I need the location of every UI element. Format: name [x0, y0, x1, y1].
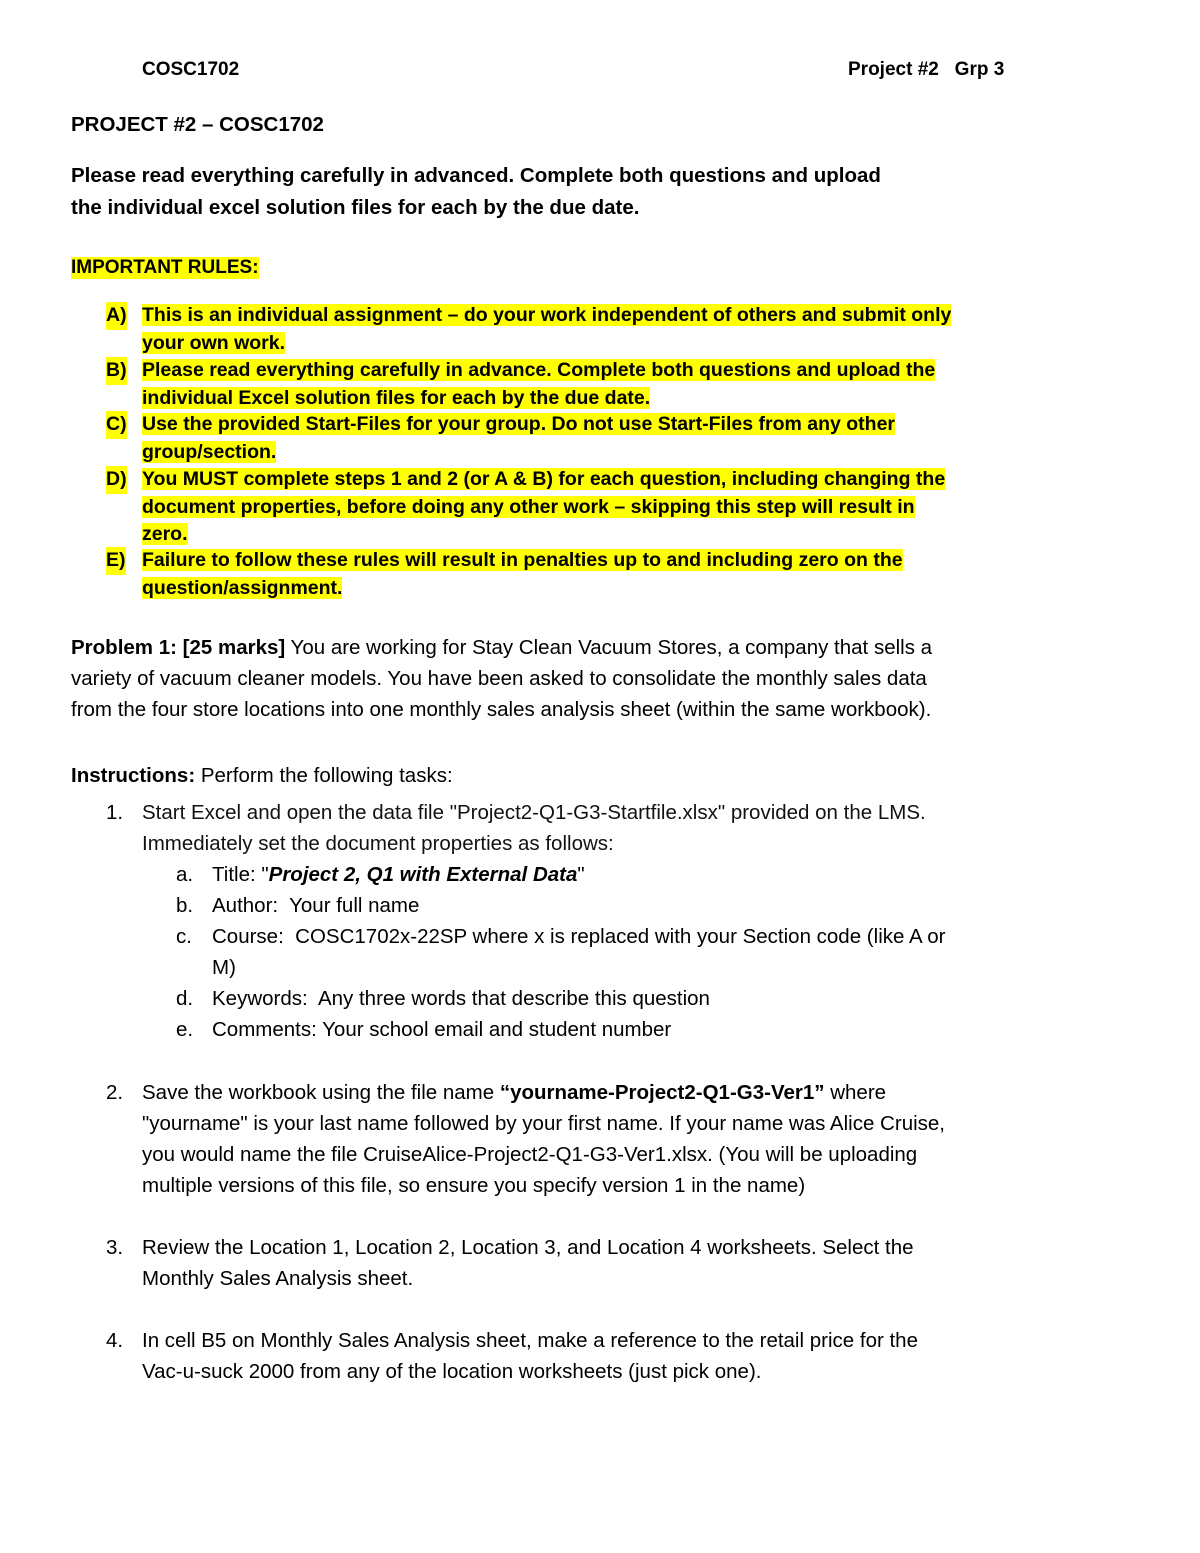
- instructions-heading: [71, 760, 453, 791]
- rule-text: You MUST complete steps 1 and 2 (or A & B) for each question, including changing the: [142, 468, 946, 490]
- rule-text: This is an individual assignment – do your work independent of others and submit only: [142, 304, 952, 326]
- step-2-line-4: multiple versions of this file, so ensure you specify version 1 in the name): [142, 1174, 806, 1197]
- rule-text: group/section.: [142, 440, 277, 463]
- sub-title-pre: Title: ": [212, 863, 269, 886]
- problem-label: Problem 1: [25 marks]: [71, 636, 286, 659]
- page-title: PROJECT #2 – COSC1702: [71, 113, 324, 136]
- step-2-text: [142, 1077, 945, 1201]
- step-2-post: where: [824, 1081, 887, 1104]
- instructions-label: Instructions:: [71, 764, 196, 787]
- rule-letter: E): [106, 547, 126, 575]
- sub-letter: d.: [176, 987, 194, 1010]
- step-1-line-1: Start Excel and open the data file "Project2-Q1-G3-Startfile.xlsx" provided on the LMS.: [142, 801, 926, 824]
- rule-text: Failure to follow these rules will result in penalties up to and including zero on the: [142, 549, 903, 571]
- intro-paragraph: [71, 160, 881, 224]
- step-2-line-2: "yourname" is your last name followed by your first name. If your name was Alice Cruise,: [142, 1112, 945, 1135]
- sub-letter: e.: [176, 1018, 194, 1041]
- rule-text: zero.: [142, 523, 188, 545]
- sub-item-course: [212, 921, 945, 983]
- rule-letter: B): [106, 357, 127, 385]
- intro-line-2: the individual excel solution files for each by the due date.: [71, 196, 640, 219]
- rule-text: Please read everything carefully in advance. Complete both questions and upload the: [142, 359, 936, 381]
- step-1-line-2: Immediately set the document properties as follows:: [142, 832, 614, 855]
- step-3-line-1: Review the Location 1, Location 2, Location 3, and Location 4 worksheets. Select the: [142, 1236, 914, 1259]
- rule-text: individual Excel solution files for each by the due date.: [142, 386, 651, 409]
- step-4-text: [142, 1325, 918, 1387]
- step-3-line-2: Monthly Sales Analysis sheet.: [142, 1267, 414, 1290]
- step-2-filename: “yourname-Project2-Q1-G3-Ver1”: [499, 1081, 825, 1104]
- rules-heading: IMPORTANT RULES:: [71, 257, 259, 278]
- step-4-line-1: In cell B5 on Monthly Sales Analysis sheet, make a reference to the retail price for the: [142, 1329, 918, 1352]
- rule-letter: C): [106, 411, 127, 439]
- step-number: 2.: [106, 1081, 124, 1104]
- rule-text: question/assignment.: [142, 576, 343, 599]
- intro-line-1: Please read everything carefully in advanced. Complete both questions and upload: [71, 164, 881, 187]
- header-course: COSC1702: [142, 59, 240, 80]
- problem-line-3: from the four store locations into one monthly sales analysis sheet (within the same workbook).: [71, 698, 932, 721]
- sub-item-comments: Comments: Your school email and student number: [212, 1018, 672, 1041]
- problem-line-1: You are working for Stay Clean Vacuum Stores, a company that sells a: [285, 636, 933, 659]
- step-number: 1.: [106, 801, 124, 824]
- sub-item-keywords: Keywords: Any three words that describe this question: [212, 987, 710, 1010]
- step-1-text: [142, 797, 926, 859]
- rule-letter: A): [106, 302, 127, 330]
- step-number: 3.: [106, 1236, 124, 1259]
- sub-title-emph: Project 2, Q1 with External Data: [268, 863, 578, 886]
- step-2-line-3: you would name the file CruiseAlice-Project2-Q1-G3-Ver1.xlsx. (You will be uploading: [142, 1143, 918, 1166]
- step-2-pre: Save the workbook using the file name: [142, 1081, 500, 1104]
- sub-letter: c.: [176, 925, 192, 948]
- header-project: Project #2 Grp 3: [848, 59, 1005, 80]
- rule-letter: D): [106, 466, 127, 494]
- problem-line-2: variety of vacuum cleaner models. You have been asked to consolidate the monthly sales data: [71, 667, 927, 690]
- sub-letter: a.: [176, 863, 194, 886]
- step-4-line-2: Vac-u-suck 2000 from any of the location worksheets (just pick one).: [142, 1360, 762, 1383]
- sub-title-post: ": [577, 863, 585, 886]
- rule-text: your own work.: [142, 331, 286, 354]
- rule-text: Use the provided Start-Files for your group. Do not use Start-Files from any other: [142, 413, 896, 435]
- instructions-text: Perform the following tasks:: [195, 764, 453, 787]
- rule-text: document properties, before doing any other work – skipping this step will result in: [142, 495, 915, 518]
- sub-item-title: [212, 859, 585, 890]
- sub-course-line-2: M): [212, 956, 236, 979]
- sub-letter: b.: [176, 894, 194, 917]
- problem-paragraph: [71, 632, 932, 725]
- sub-course-line-1: Course: COSC1702x-22SP where x is replaced with your Section code (like A or: [212, 925, 946, 948]
- step-number: 4.: [106, 1329, 124, 1352]
- sub-item-author: Author: Your full name: [212, 894, 420, 917]
- step-3-text: [142, 1232, 914, 1294]
